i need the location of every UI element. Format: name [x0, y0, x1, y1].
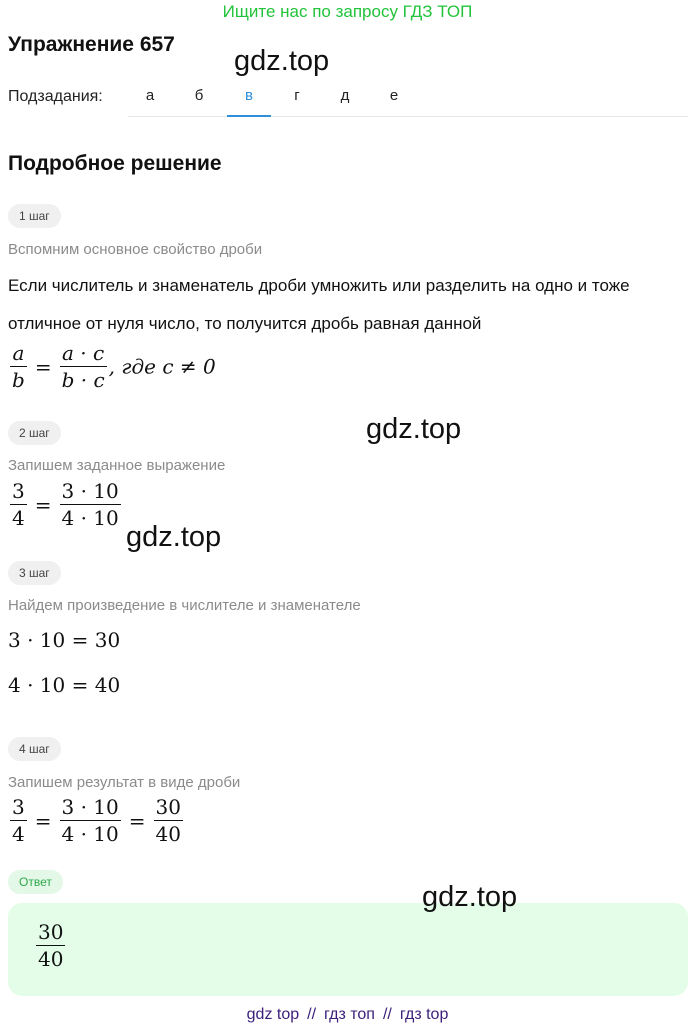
tab-d[interactable]: д: [340, 87, 350, 104]
step-1-text-line-2: отличное от нуля число, то получится дробь равная данной: [8, 314, 482, 333]
denominator: 40: [155, 822, 181, 846]
answer-box: [8, 903, 688, 996]
watermark: gdz.top: [422, 881, 518, 913]
step-1-hint: Вспомним основное свойство дроби: [8, 241, 263, 258]
denominator: 4: [12, 822, 25, 846]
step-2-hint: Запишем заданное выражение: [8, 457, 226, 474]
footer-link-gdz-top[interactable]: gdz top: [246, 1006, 300, 1023]
numerator: 30: [38, 920, 64, 944]
subtasks-tabs: [128, 76, 688, 117]
step-3-hint: Найдем произведение в числителе и знаменателе: [8, 597, 361, 614]
equals-sign: =: [34, 354, 52, 379]
fraction: [36, 921, 65, 970]
denominator: 40: [38, 947, 64, 971]
answer-formula: [34, 921, 67, 970]
tab-g[interactable]: г: [294, 87, 300, 104]
numerator: 3: [12, 795, 25, 819]
step-3-equation-1: 3 · 10 = 30: [8, 628, 121, 652]
equals-sign: =: [34, 492, 52, 517]
step-1-badge: 1 шаг: [8, 204, 61, 228]
footer-links: [0, 1006, 695, 1024]
denominator: 4 · 10: [61, 506, 119, 530]
footer-link-gdz-top-ru[interactable]: гдз топ: [324, 1006, 375, 1023]
equals-sign: =: [128, 808, 146, 833]
footer-separator: //: [382, 1006, 392, 1023]
watermark: gdz.top: [234, 45, 330, 77]
step-4-formula: [8, 796, 185, 845]
page-title: Упражнение 657: [8, 33, 175, 56]
step-3-equation-2: 4 · 10 = 40: [8, 673, 121, 697]
fraction: [60, 342, 107, 391]
numerator: 3: [12, 479, 25, 503]
numerator: 3 · 10: [61, 479, 119, 503]
step-4-badge: 4 шаг: [8, 737, 61, 761]
section-title: Подробное решение: [8, 152, 222, 175]
fraction: [60, 480, 121, 529]
numerator: a · c: [62, 341, 105, 365]
step-1-formula: [8, 342, 216, 391]
numerator: 30: [155, 795, 181, 819]
step-3-badge: 3 шаг: [8, 561, 61, 585]
condition: , где c ≠ 0: [108, 354, 216, 379]
denominator: 4 · 10: [61, 822, 119, 846]
numerator: 3 · 10: [61, 795, 119, 819]
tab-a[interactable]: а: [145, 87, 155, 104]
fraction: [10, 796, 27, 845]
denominator: 4: [12, 506, 25, 530]
answer-badge: Ответ: [8, 870, 63, 894]
step-2-badge: 2 шаг: [8, 421, 61, 445]
tab-v[interactable]: в: [227, 76, 271, 117]
tab-b[interactable]: б: [194, 87, 204, 104]
watermark: gdz.top: [126, 521, 222, 553]
tab-e[interactable]: е: [389, 87, 399, 104]
fraction: [10, 480, 27, 529]
footer-separator: //: [307, 1006, 317, 1023]
fraction: [154, 796, 183, 845]
watermark: gdz.top: [366, 413, 462, 445]
search-banner: Ищите нас по запросу ГДЗ ТОП: [222, 2, 473, 21]
step-1-text-line-1: Если числитель и знаменатель дроби умножить или разделить на одно и тоже: [8, 276, 630, 295]
fraction: [10, 342, 27, 391]
equals-sign: =: [34, 808, 52, 833]
denominator: b · c: [61, 368, 105, 392]
numerator: a: [12, 341, 25, 365]
denominator: b: [12, 368, 25, 392]
fraction: [60, 796, 121, 845]
step-4-hint: Запишем результат в виде дроби: [8, 774, 241, 791]
step-2-formula: [8, 480, 123, 529]
footer-link-gdz-top-mixed[interactable]: гдз top: [399, 1006, 449, 1023]
subtasks-label: Подзадания:: [8, 88, 103, 105]
